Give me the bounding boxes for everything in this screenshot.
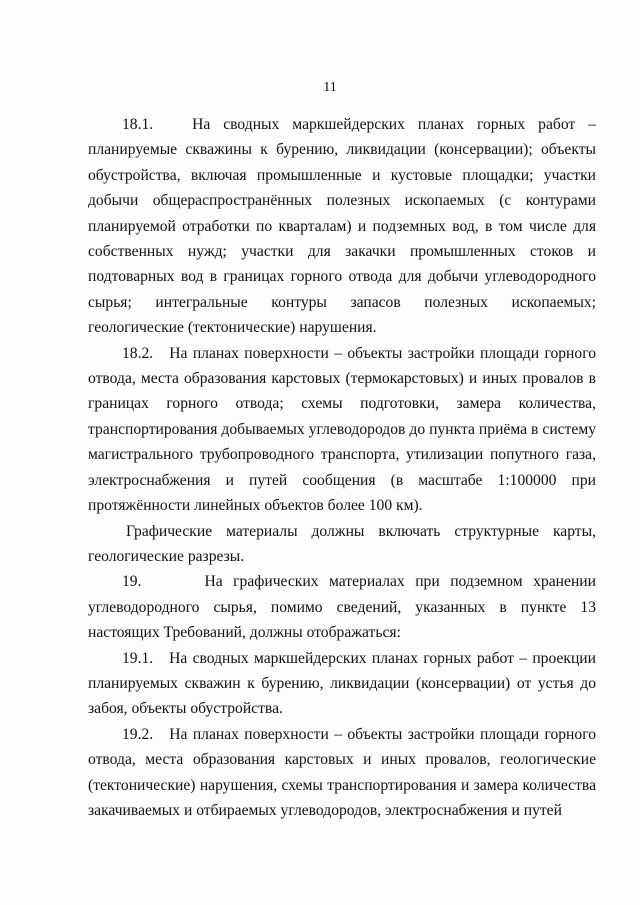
paragraph-graphic-materials: Графические материалы должны включать структурные карты, геологические разрезы. (88, 522, 596, 565)
paragraph-18-2: 18.2. На планах поверхности – объекты застройки площади горного отвода, места образования карстовых (термокарстовых) и иных провалов в границах горного отвода; схемы подготовки, замера количества, транспортирования добываемых углеводородов до пункта приёма в систему магистрального трубопроводного транспорта, утилизации попутного газа, электроснабжения и путей сообщения (в масштабе 1:100000 при протяжённости линейных объектов более 100 км). (88, 344, 596, 515)
paragraph-19-1: 19.1. На сводных маркшейдерских планах горных работ – проекции планируемых скважин к бурению, ликвидации (консервации) от устья до забоя, объекты обустройства. (88, 649, 596, 718)
paragraph-19: 19. На графических материалах при подземном хранении углеводородного сырья, помимо сведений, указанных в пункте 13 настоящих Требований, должны отображаться: (88, 573, 596, 642)
paragraph-18-1: 18.1. На сводных маркшейдерских планах горных работ – планируемые скважины к бурению, ликвидации (консервации); объекты обустройства, включая промышленные и кустовые площадки; участки добычи общераспространённых полезных ископаемых (с контурами планируемой отработки по кварталам) и подземных вод, в том числе для собственных нужд; участки для закачки промышленных стоков и подтоварных вод в границах горного отвода для добычи углеводородного сырья; интегральные контуры запасов полезных ископаемых; геологические (тектонические) нарушения. (88, 116, 596, 337)
paragraph-19-2: 19.2. На планах поверхности – объекты застройки площади горного отвода, места образования карстовых и иных провалов, геологические (тектонические) нарушения, схемы транспортирования и замера количества закачиваемых и отбираемых углеводородов, электроснабжения и путей (88, 725, 596, 819)
document-body (88, 112, 596, 823)
page-number: 11 (323, 80, 337, 95)
